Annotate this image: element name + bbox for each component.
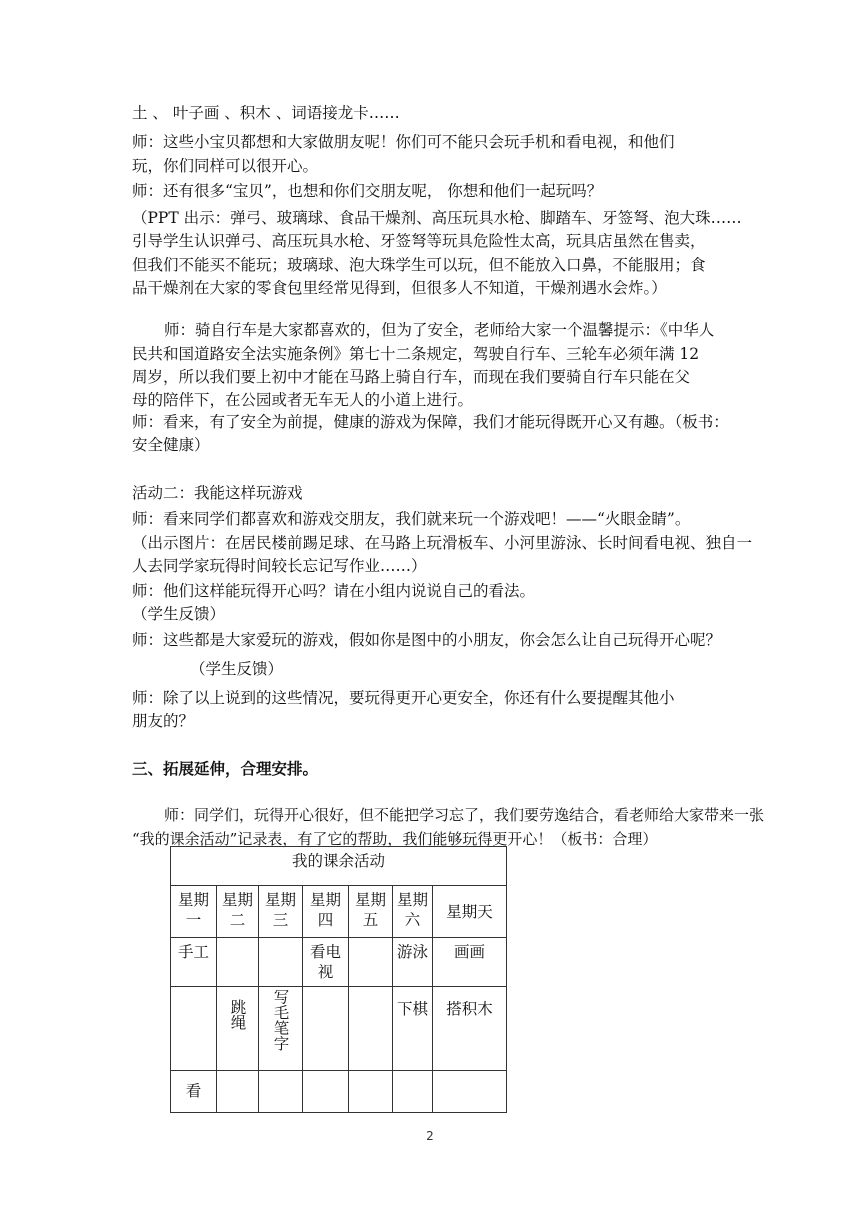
table-cell [393,1071,433,1113]
table-cell: 下棋 [393,987,433,1071]
table-cell-text: 跳绳 [228,999,247,1030]
text-line: “我的课余活动”记录表，有了它的帮助，我们能够玩得更开心！（板书：合理） [132,830,658,848]
table-cell [349,938,393,987]
text-line: 安全健康） [132,436,210,454]
text-line: 人去同学家玩得时间较长忘记写作业……） [132,557,427,575]
table-cell [349,1071,393,1113]
table-cell [259,987,303,1071]
text-line: 师：除了以上说到的这些情况，要玩得更开心更安全，你还有什么要提醒其他小 [132,689,675,707]
table-cell [259,938,303,987]
text-line: 朋友的？ [132,712,195,730]
page-number: 2 [426,1129,434,1143]
text-line: 师：同学们，玩得开心很好，但不能把学习忘了，我们要劳逸结合，看老师给大家带来一张 [164,806,765,824]
text-line: 土 、 叶子画 、积木 、词语接龙卡…… [132,104,400,122]
table-header: 星期六 [393,886,433,938]
table-cell: 画画 [433,938,507,987]
table-header: 星期五 [349,886,393,938]
table-cell [303,987,349,1071]
table-cell [217,987,259,1071]
table-cell: 看 [171,1071,217,1113]
table-cell: 手工 [171,938,217,987]
table-header: 星期四 [303,886,349,938]
text-line: 师：看来，有了安全为前提，健康的游戏为保障，我们才能玩得既开心又有趣。（板书： [132,413,729,431]
table-cell [171,987,217,1071]
table-cell [349,987,393,1071]
text-line: 师：还有很多“宝贝”，也想和你们交朋友呢， 你想和他们一起玩吗？ [132,182,603,200]
table-cell: 游泳 [393,938,433,987]
table-cell: 搭积木 [433,987,507,1071]
activity-table [170,846,507,1113]
section-heading: 活动二：我能这样玩游戏 [132,484,303,502]
text-line: 周岁，所以我们要上初中才能在马路上骑自行车，而现在我们要骑自行车只能在父 [132,368,691,386]
text-line: 师：看来同学们都喜欢和游戏交朋友，我们就来玩一个游戏吧！——“火眼金睛”。 [132,510,691,528]
text-line: （学生反馈） [132,605,226,623]
text-line: 师：他们这样能玩得开心吗？请在小组内说说自己的看法。 [132,582,536,600]
text-line: 师：这些都是大家爱玩的游戏，假如你是图中的小朋友，你会怎么让自己玩得开心呢？ [132,631,722,649]
text-line: 品干燥剂在大家的零食包里经常见得到，但很多人不知道，干燥剂遇水会炸。） [132,279,667,297]
text-line: 师：这些小宝贝都想和大家做朋友呢！你们可不能只会玩手机和看电视，和他们 [132,133,675,151]
text-line: 母的陪伴下，在公园或者无车无人的小道上进行。 [132,391,474,409]
text-line: 师：骑自行车是大家都喜欢的，但为了安全，老师给大家一个温馨提示：《中华人 [164,321,715,339]
text-line: 民共和国道路安全法实施条例》第七十二条规定，驾驶自行车、三轮车必须年满 12 [132,345,700,363]
table-cell [303,1071,349,1113]
table-cell [217,1071,259,1113]
text-line: （学生反馈） [190,660,284,678]
table-cell [433,1071,507,1113]
table-cell-text: 写毛笔字 [271,989,290,1051]
text-line: 但我们不能买不能玩；玻璃球、泡大珠学生可以玩，但不能放入口鼻，不能服用；食 [132,256,706,274]
text-line: 玩，你们同样可以很开心。 [132,157,319,175]
table-cell [217,938,259,987]
text-line: （出示图片：在居民楼前踢足球、在马路上玩滑板车、小河里游泳、长时间看电视、独自一 [132,534,753,552]
section-heading: 三、拓展延伸，合理安排。 [132,760,319,778]
table-cell [259,1071,303,1113]
text-line: （PPT 出示：弹弓、玻璃球、食品干燥剂、高压玩具水枪、脚踏车、牙签弩、泡大珠…… [132,209,742,227]
table-header: 星期三 [259,886,303,938]
table-header: 星期二 [217,886,259,938]
table-cell: 看电视 [303,938,349,987]
text-line: 引导学生认识弹弓、高压玩具水枪、牙签弩等玩具危险性太高，玩具店虽然在售卖， [132,232,706,250]
table-header: 星期天 [433,886,507,938]
table-header: 星期一 [171,886,217,938]
table-title: 我的课余活动 [171,847,507,886]
